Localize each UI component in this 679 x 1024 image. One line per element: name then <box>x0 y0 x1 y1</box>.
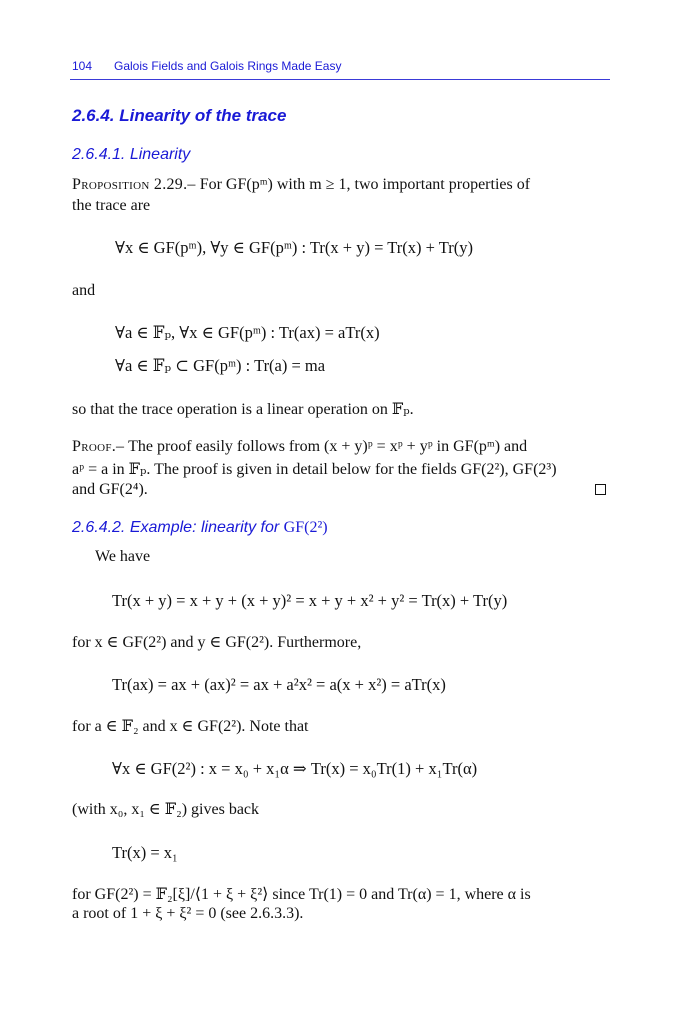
equation-trace-result: Tr(x) = x₁ <box>112 843 178 862</box>
page-number: 104 <box>72 59 93 73</box>
text-linear-operation: so that the trace operation is a linear operation on 𝔽ₚ. <box>72 401 414 418</box>
proof-label: Proof.– <box>72 438 125 455</box>
equation-trace-constant: ∀a ∈ 𝔽ₚ ⊂ GF(pᵐ) : Tr(a) = ma <box>115 356 326 375</box>
qed-square <box>595 484 606 495</box>
equation-trace-additivity: ∀x ∈ GF(pᵐ), ∀y ∈ GF(pᵐ) : Tr(x + y) = Tr(x) + Tr(y) <box>115 238 473 257</box>
running-title: Galois Fields and Galois Rings Made Easy <box>114 59 342 73</box>
equation-trace-sum-gf4: Tr(x + y) = x + y + (x + y)² = x + y + x² + y² = Tr(x) + Tr(y) <box>112 591 508 610</box>
proof-line-2: aᵖ = a in 𝔽ₚ. The proof is given in detail below for the fields GF(2²), GF(2³) <box>72 461 557 478</box>
final-line-1: for GF(2²) = 𝔽₂[ξ]/⟨1 + ξ + ξ²⟩ since Tr(1) = 0 and Tr(α) = 1, where α is <box>72 886 531 903</box>
proposition-label: Proposition 2.29.– <box>72 176 196 193</box>
proof-text: The proof easily follows from (x + y)ᵖ = xᵖ + yᵖ in GF(pᵐ) and <box>128 438 528 455</box>
equation-trace-scalar-gf4: Tr(ax) = ax + (ax)² = ax + a²x² = a(x + x²) = aTr(x) <box>112 675 446 694</box>
proof-line-1 <box>72 438 527 456</box>
subsection-heading-2-6-4-2 <box>72 519 328 537</box>
text-and: and <box>72 282 96 299</box>
text-for-ax: for a ∈ 𝔽₂ and x ∈ GF(2²). Note that <box>72 718 309 735</box>
header-rule <box>70 79 610 80</box>
subsection-heading-2-6-4-1: 2.6.4.1. Linearity <box>72 146 191 163</box>
section-heading-2-6-4: 2.6.4. Linearity of the trace <box>72 106 287 125</box>
proposition-text: For GF(pᵐ) with m ≥ 1, two important properties of <box>199 176 531 193</box>
text-with-x0x1: (with x₀, x₁ ∈ 𝔽₂) gives back <box>72 801 260 818</box>
final-line-2: a root of 1 + ξ + ξ² = 0 (see 2.6.3.3). <box>72 905 304 922</box>
equation-trace-basis: ∀x ∈ GF(2²) : x = x₀ + x₁α ⇒ Tr(x) = x₀Tr(1) + x₁Tr(α) <box>112 759 478 778</box>
proof-line-3: and GF(2⁴). <box>72 481 148 498</box>
proposition-line-2: the trace are <box>72 197 151 214</box>
subsection-heading-text: 2.6.4.2. Example: linearity for <box>72 519 284 536</box>
text-for-xy: for x ∈ GF(2²) and y ∈ GF(2²). Furthermore, <box>72 634 362 651</box>
subsection-heading-field: GF(2²) <box>283 519 328 536</box>
proposition-line-1 <box>72 176 530 194</box>
text-we-have: We have <box>95 548 151 565</box>
equation-trace-scalar: ∀a ∈ 𝔽ₚ, ∀x ∈ GF(pᵐ) : Tr(ax) = aTr(x) <box>115 323 380 342</box>
